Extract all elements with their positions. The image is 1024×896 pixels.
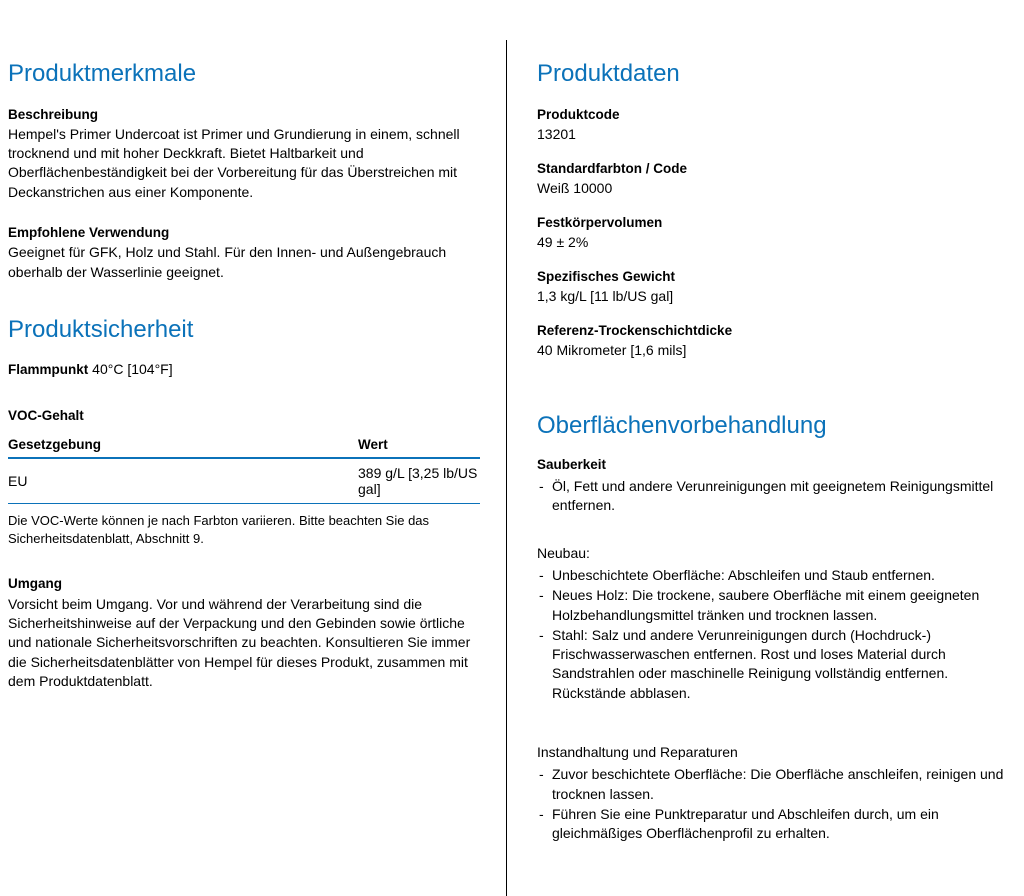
description-label: Beschreibung (8, 106, 99, 122)
flashpoint-block (8, 360, 488, 380)
cleanliness-label: Sauberkeit (537, 456, 607, 472)
list-item-text: Öl, Fett und andere Verunreinigungen mit geeignetem Reinigungsmittel entfernen. (552, 477, 994, 514)
voc-cell-value: 389 g/L [3,25 lb/US gal] (101, 458, 480, 504)
cleanliness-list (537, 477, 1007, 516)
handling-text: Vorsicht beim Umgang. Vor und während der Verarbeitung sind die Sicherheitshinweise auf der Verpackung und den Gebinden sowie örtliche und nationale Sicherheitsvorschriften zu beachten. Konsultieren Sie immer die Sicherheitsdatenblätter von Hempel für dieses Produkt, zusammen mit dem Produktdatenblatt. (8, 595, 471, 689)
cleanliness-block (537, 456, 1007, 516)
list-item-text: Stahl: Salz und andere Verunreinigungen durch (Hochdruck-) Frischwasserwaschen entfernen. Rost und loses Material durch Sandstrahlen oder maschinelle Reinigung vollständig entfernen. Rückstände abblasen. (552, 626, 949, 701)
table-row (8, 458, 480, 504)
right-column (537, 60, 1007, 860)
section-title-product-features: Produktmerkmale (8, 60, 197, 87)
standard-color-block (537, 160, 1007, 198)
standard-color-value: Weiß 10000 (537, 179, 613, 196)
description-block (8, 106, 488, 202)
list-item-text: Neues Holz: Die trockene, saubere Oberfläche mit einem geeigneten Holzbehandlungsmittel tränken und trocknen lassen. (552, 587, 980, 623)
specific-gravity-block (537, 268, 1007, 306)
table-header-row (8, 435, 480, 458)
solids-volume-label: Festkörpervolumen (537, 214, 663, 230)
maintenance-list (537, 765, 1007, 843)
solids-volume-value: 49 ± 2% (537, 234, 589, 251)
solids-volume-block (537, 214, 1007, 252)
specific-gravity-value: 1,3 kg/L [11 lb/US gal] (537, 288, 674, 305)
list-item-text: Zuvor beschichtete Oberfläche: Die Oberfläche anschleifen, reinigen und trocknen lassen. (552, 766, 1004, 802)
flashpoint-value: 40°C [104°F] (92, 360, 173, 377)
list-item (537, 477, 1007, 516)
left-column (8, 60, 488, 707)
voc-label: VOC-Gehalt (8, 408, 84, 424)
recommended-use-label: Empfohlene Verwendung (8, 225, 170, 241)
description-text: Hempel's Primer Undercoat ist Primer und Grundierung in einem, schnell trocknend und mit hoher Deckkraft. Bietet Haltbarkeit und Oberflächenbeständigkeit bei der Vorbereitung für das Überstreichen mit Deckanstrichen aus einer Komponente. (8, 125, 460, 200)
dash-bullet-icon: - (539, 587, 544, 604)
flashpoint-line (8, 360, 488, 380)
voc-block (8, 407, 488, 547)
flashpoint-label: Flammpunkt (8, 361, 89, 377)
product-code-block (537, 106, 1007, 144)
standard-color-label: Standardfarbton / Code (537, 160, 688, 176)
handling-block (8, 575, 488, 691)
maintenance-block (537, 743, 1007, 844)
list-item (537, 586, 1007, 625)
list-item-text: Führen Sie eine Punktreparatur und Abschleifen durch, um ein gleichmäßiges Oberflächenprofil zu erhalten. (552, 806, 939, 842)
dash-bullet-icon: - (539, 477, 544, 494)
voc-header-value: Wert (101, 435, 480, 458)
recommended-use-block (8, 224, 488, 282)
dry-film-thickness-block (537, 322, 1007, 360)
newbuild-block (537, 544, 1007, 704)
dash-bullet-icon: - (539, 806, 544, 823)
product-code-value: 13201 (537, 125, 576, 142)
list-item (537, 626, 1007, 703)
list-item-text: Unbeschichtete Oberfläche: Abschleifen und Staub entfernen. (552, 566, 935, 583)
voc-header-legislation: Gesetzgebung (8, 435, 101, 458)
list-item (537, 805, 1007, 844)
list-item (537, 566, 1007, 585)
section-title-surface-preparation: Oberflächenvorbehandlung (537, 412, 827, 440)
dry-film-thickness-value: 40 Mikrometer [1,6 mils] (537, 342, 687, 359)
dash-bullet-icon: - (539, 626, 544, 643)
product-code-label: Produktcode (537, 106, 620, 122)
recommended-use-text: Geeignet für GFK, Holz und Stahl. Für den Innen- und Außengebrauch oberhalb der Wasserlinie geeignet. (8, 244, 447, 280)
newbuild-label: Neubau: (537, 544, 590, 561)
newbuild-list (537, 566, 1007, 703)
list-item (537, 765, 1007, 804)
voc-note: Die VOC-Werte können je nach Farbton variieren. Bitte beachten Sie das Sicherheitsdatenblatt, Abschnitt 9. (8, 513, 430, 546)
dash-bullet-icon: - (539, 766, 544, 783)
maintenance-label: Instandhaltung und Reparaturen (537, 744, 738, 761)
section-title-product-safety: Produktsicherheit (8, 315, 194, 343)
specific-gravity-label: Spezifisches Gewicht (537, 268, 676, 284)
handling-label: Umgang (8, 576, 62, 592)
column-divider (506, 40, 507, 896)
dry-film-thickness-label: Referenz-Trockenschichtdicke (537, 323, 733, 339)
voc-table (8, 435, 480, 504)
section-title-product-data: Produktdaten (537, 60, 680, 87)
voc-cell-legislation: EU (8, 458, 101, 504)
dash-bullet-icon: - (539, 566, 544, 583)
